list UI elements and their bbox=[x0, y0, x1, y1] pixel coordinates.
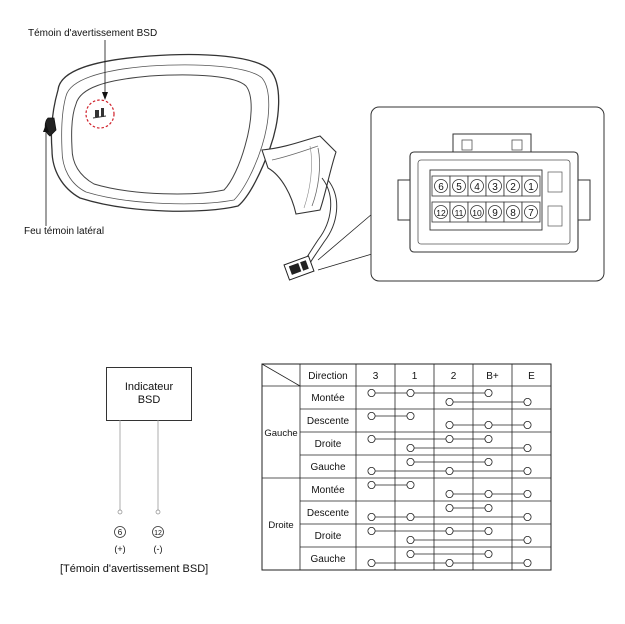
row-label: Montée bbox=[311, 485, 345, 496]
continuity-terminal bbox=[446, 559, 453, 566]
group-label-gauche: Gauche bbox=[264, 428, 298, 439]
connector-pin-label: 4 bbox=[474, 182, 480, 193]
continuity-terminal bbox=[407, 389, 414, 396]
row-label: Descente bbox=[306, 508, 350, 519]
continuity-terminal bbox=[446, 490, 453, 497]
continuity-terminal bbox=[446, 467, 453, 474]
continuity-terminal bbox=[446, 527, 453, 534]
connector-pin-label: 8 bbox=[510, 208, 516, 219]
header-direction: Direction bbox=[308, 371, 348, 382]
continuity-terminal bbox=[524, 444, 531, 451]
row-label: Gauche bbox=[310, 462, 346, 473]
continuity-terminal bbox=[524, 536, 531, 543]
continuity-terminal bbox=[485, 435, 492, 442]
continuity-terminal bbox=[524, 467, 531, 474]
row-label: Droite bbox=[314, 531, 342, 542]
indicator-box-line1: Indicateur bbox=[124, 381, 174, 393]
continuity-terminal bbox=[524, 559, 531, 566]
indicator-caption: [Témoin d'avertissement BSD] bbox=[60, 563, 209, 575]
side-indicator-lamp-label: Feu témoin latéral bbox=[24, 226, 105, 237]
continuity-terminal bbox=[368, 435, 375, 442]
continuity-terminal bbox=[485, 550, 492, 557]
table-border bbox=[262, 364, 551, 570]
row-label: Descente bbox=[306, 416, 350, 427]
continuity-terminal bbox=[446, 435, 453, 442]
connector-pin-label: 2 bbox=[510, 182, 516, 193]
continuity-terminal bbox=[524, 490, 531, 497]
row-label: Droite bbox=[314, 439, 342, 450]
connector-pin-label: 5 bbox=[456, 182, 462, 193]
continuity-terminal bbox=[446, 421, 453, 428]
continuity-terminal bbox=[485, 389, 492, 396]
continuity-terminal bbox=[524, 421, 531, 428]
continuity-terminal bbox=[446, 504, 453, 511]
connector-pin-label: 6 bbox=[438, 182, 444, 193]
continuity-terminal bbox=[368, 559, 375, 566]
connector-pin-label: 11 bbox=[454, 208, 464, 218]
continuity-terminal bbox=[485, 527, 492, 534]
continuity-terminal bbox=[368, 389, 375, 396]
connector-pin-label: 9 bbox=[492, 208, 498, 219]
continuity-terminal bbox=[485, 490, 492, 497]
row-label: Montée bbox=[311, 393, 345, 404]
pin-12-number: 12 bbox=[154, 530, 162, 537]
continuity-terminal bbox=[407, 444, 414, 451]
group-label-droite: Droite bbox=[268, 520, 294, 531]
connector-pin-label: 1 bbox=[528, 182, 534, 193]
continuity-terminal bbox=[407, 550, 414, 557]
connector-pin-label: 7 bbox=[528, 208, 534, 219]
continuity-terminal bbox=[485, 458, 492, 465]
connector-pin-label: 12 bbox=[436, 208, 446, 218]
continuity-terminal bbox=[446, 398, 453, 405]
continuity-terminal bbox=[368, 481, 375, 488]
header-pin-3: 3 bbox=[372, 371, 379, 382]
bsd-warning-lamp-label: Témoin d'avertissement BSD bbox=[28, 28, 158, 39]
continuity-terminal bbox=[368, 467, 375, 474]
continuity-terminal bbox=[368, 513, 375, 520]
header-pin-B+: B+ bbox=[486, 371, 499, 382]
continuity-terminal bbox=[407, 458, 414, 465]
continuity-terminal bbox=[407, 481, 414, 488]
pin-6-polarity: (+) bbox=[114, 544, 126, 554]
continuity-terminal bbox=[485, 504, 492, 511]
indicator-box-line2: BSD bbox=[137, 394, 161, 406]
continuity-terminal bbox=[407, 536, 414, 543]
continuity-terminal bbox=[407, 513, 414, 520]
continuity-terminal bbox=[524, 513, 531, 520]
pin-12-polarity: (-) bbox=[153, 544, 163, 554]
header-pin-2: 2 bbox=[450, 371, 457, 382]
header-pin-1: 1 bbox=[411, 371, 418, 382]
header-pin-E: E bbox=[528, 371, 535, 382]
continuity-terminal bbox=[368, 412, 375, 419]
continuity-terminal bbox=[485, 421, 492, 428]
connector-pin-label: 10 bbox=[472, 208, 482, 218]
continuity-terminal bbox=[407, 412, 414, 419]
continuity-terminal bbox=[368, 527, 375, 534]
connector-pin-label: 3 bbox=[492, 182, 498, 193]
row-label: Gauche bbox=[310, 554, 346, 565]
pin-6-number: 6 bbox=[117, 528, 123, 537]
continuity-terminal bbox=[524, 398, 531, 405]
